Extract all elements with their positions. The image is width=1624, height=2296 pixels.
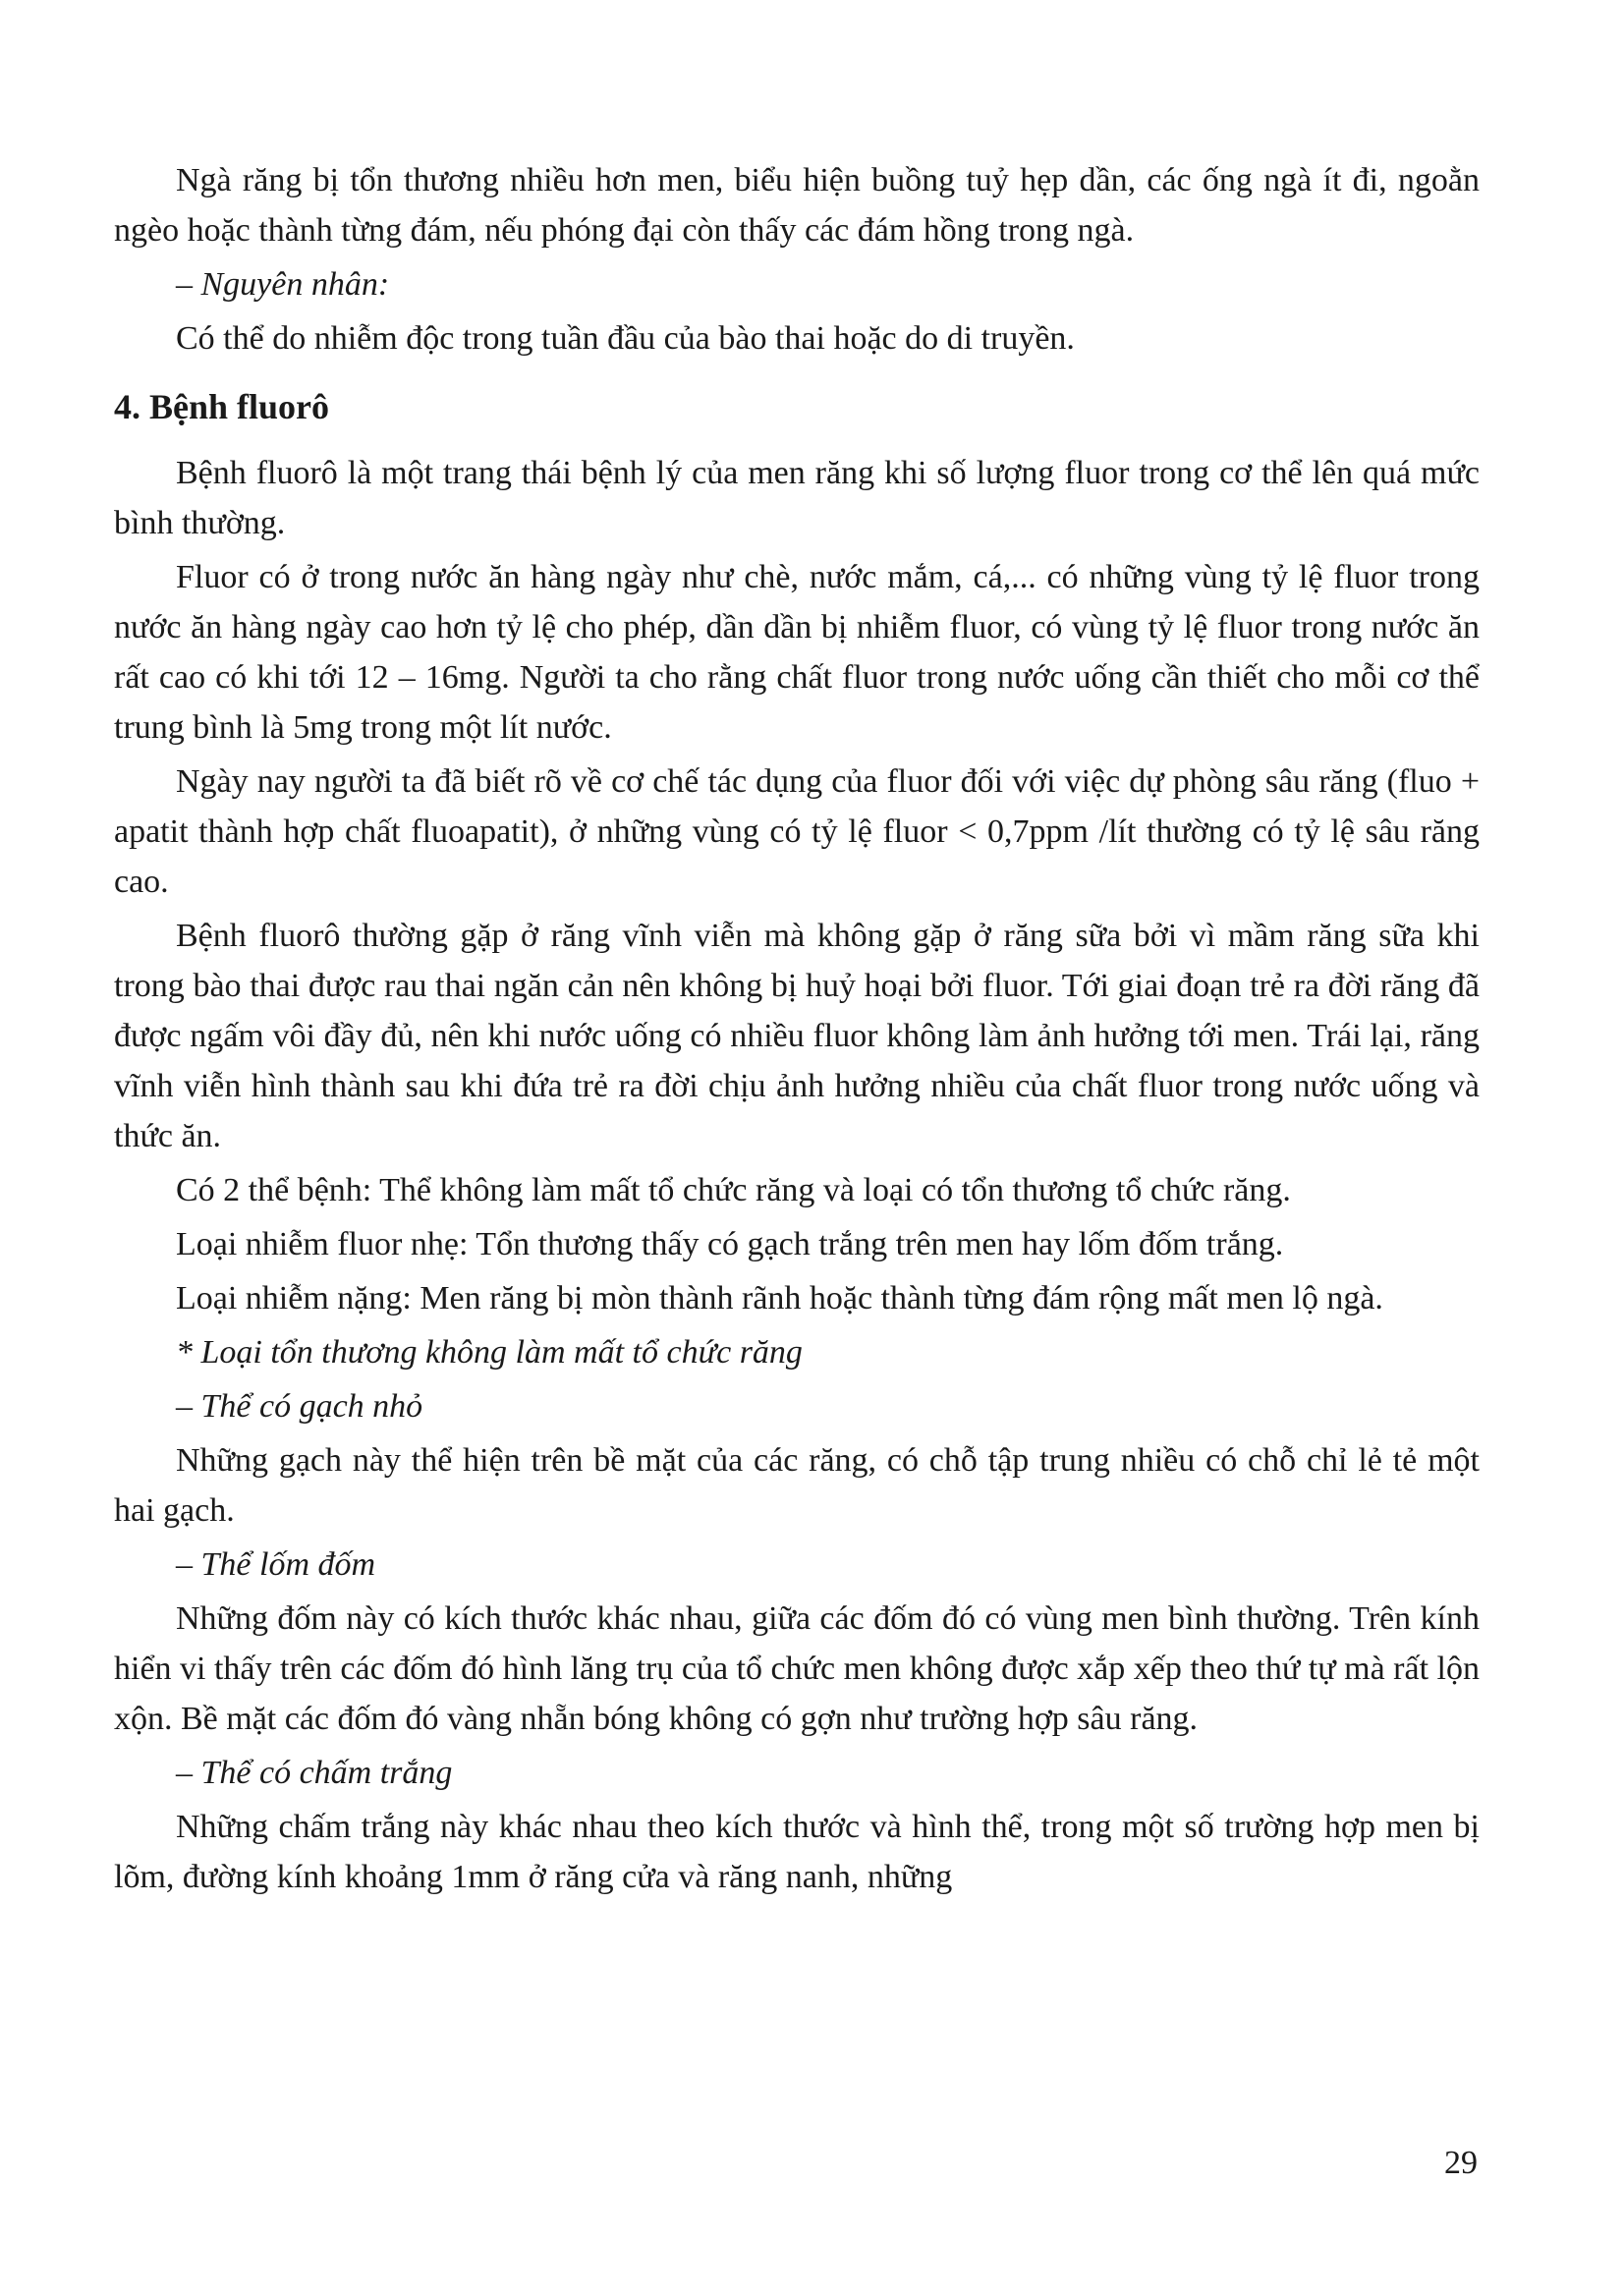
- paragraph-permanent-teeth: Bệnh fluorô thường gặp ở răng vĩnh viễn mà không gặp ở răng sữa bởi vì mầm răng sữa khi trong bào thai được rau thai ngăn cản nên không bị huỷ hoại bởi fluor. Tới giai đoạn trẻ ra đời răng đã được ngấm vôi đầy đủ, nên khi nước uống có nhiều fluor không làm ảnh hưởng tới men. Trái lại, răng vĩnh viễn hình thành sau khi đứa trẻ ra đời chịu ảnh hưởng nhiều của chất fluor trong nước uống và thức ăn.: [114, 918, 1480, 1154]
- paragraph-cause: Có thể do nhiễm độc trong tuần đầu của bào thai hoặc do di truyền.: [176, 320, 1075, 357]
- paragraph-mechanism: Ngày nay người ta đã biết rõ về cơ chế tác dụng của fluor đối với việc dự phòng sâu răng (fluo + apatit thành hợp chất fluoapatit), ở những vùng có tỷ lệ fluor < 0,7ppm /lít thường có tỷ lệ sâu răng cao.: [114, 763, 1480, 900]
- subsection-heading: * Loại tổn thương không làm mất tổ chức răng: [176, 1334, 803, 1371]
- type-description: Những gạch này thể hiện trên bề mặt của các răng, có chỗ tập trung nhiều có chỗ chỉ lẻ tẻ một hai gạch.: [114, 1442, 1480, 1529]
- type-description: Những chấm trắng này khác nhau theo kích thước và hình thể, trong một số trường hợp men bị lõm, đường kính khoảng 1mm ở răng cửa và răng nanh, những: [114, 1809, 1480, 1895]
- type-description: Những đốm này có kích thước khác nhau, giữa các đốm đó có vùng men bình thường. Trên kính hiển vi thấy trên các đốm đó hình lăng trụ của tổ chức men không được xắp xếp theo thứ tự mà rất lộn xộn. Bề mặt các đốm đó vàng nhẵn bóng không có gợn như trường hợp sâu răng.: [114, 1600, 1480, 1737]
- paragraph-dentin-damage: Ngà răng bị tổn thương nhiều hơn men, biểu hiện buồng tuỷ hẹp dần, các ống ngà ít đi, ngoằn ngèo hoặc thành từng đám, nếu phóng đại còn thấy các đám hồng trong ngà.: [114, 162, 1480, 249]
- paragraph-mild: Loại nhiễm fluor nhẹ: Tổn thương thấy có gạch trắng trên men hay lốm đốm trắng.: [176, 1226, 1284, 1262]
- paragraph-definition: Bệnh fluorô là một trang thái bệnh lý của men răng khi số lượng fluor trong cơ thể lên quá mức bình thường.: [114, 455, 1480, 541]
- type-title: – Thể có gạch nhỏ: [176, 1388, 423, 1425]
- paragraph-two-types: Có 2 thể bệnh: Thể không làm mất tổ chức răng và loại có tổn thương tổ chức răng.: [176, 1172, 1291, 1208]
- paragraph-severe: Loại nhiễm nặng: Men răng bị mòn thành rãnh hoặc thành từng đám rộng mất men lộ ngà.: [176, 1280, 1383, 1316]
- page-number: 29: [1444, 2145, 1478, 2181]
- document-page: [114, 155, 1480, 1902]
- section-heading: 4. Bệnh fluorô: [114, 387, 330, 426]
- type-title: – Thể lốm đốm: [176, 1546, 376, 1583]
- type-title: – Thể có chấm trắng: [176, 1755, 453, 1791]
- paragraph-fluor-sources: Fluor có ở trong nước ăn hàng ngày như chè, nước mắm, cá,... có những vùng tỷ lệ fluor trong nước ăn hàng ngày cao hơn tỷ lệ cho phép, dần dần bị nhiễm fluor, có vùng tỷ lệ fluor trong nước ăn rất cao có khi tới 12 – 16mg. Người ta cho rằng chất fluor trong nước uống cần thiết cho mỗi cơ thể trung bình là 5mg trong một lít nước.: [114, 559, 1480, 746]
- cause-label: – Nguyên nhân:: [176, 266, 390, 303]
